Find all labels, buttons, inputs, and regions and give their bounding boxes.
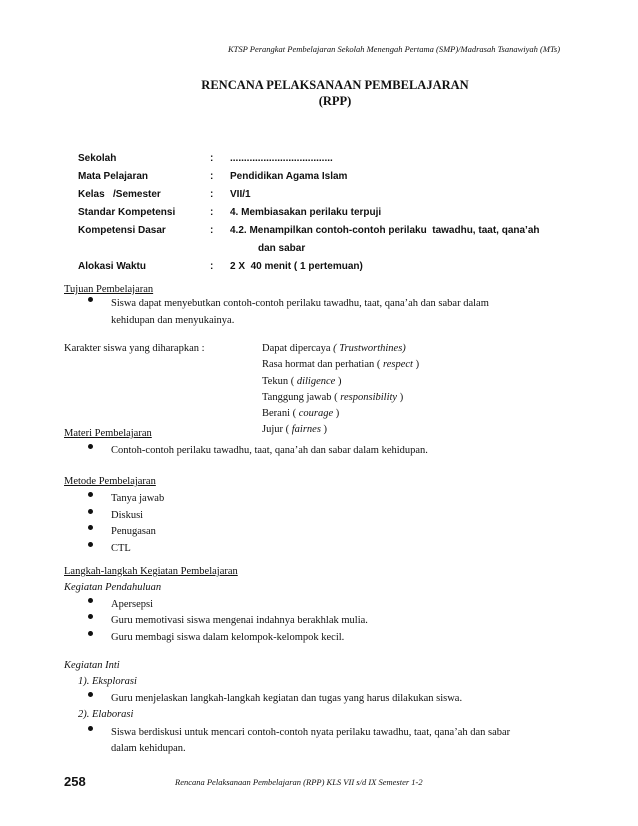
- pendahuluan-item: Guru memotivasi siswa mengenai indahnya berakhlak mulia.: [111, 615, 368, 626]
- karakter-tail: ): [397, 392, 404, 403]
- karakter-tail: ): [320, 424, 328, 435]
- metode-heading: Metode Pembelajaran: [64, 476, 156, 487]
- info-key: Mata Pelajaran: [78, 171, 149, 182]
- elaborasi-item-line2: dalam kehidupan.: [111, 743, 186, 754]
- karakter-text: Berani (: [262, 408, 299, 419]
- bullet-icon: [88, 628, 93, 639]
- bullet-icon: [88, 522, 93, 533]
- page-number: 258: [64, 774, 86, 789]
- bullet-icon: [88, 723, 93, 734]
- karakter-item: [262, 376, 341, 387]
- info-colon: :: [210, 153, 214, 164]
- bullet-icon: [88, 294, 93, 305]
- tujuan-item-line2: kehidupan dan menyukainya.: [111, 315, 235, 326]
- pendahuluan-heading: Kegiatan Pendahuluan: [64, 582, 162, 593]
- info-value: .....................................: [230, 153, 333, 164]
- info-key: Standar Kompetensi: [78, 207, 176, 218]
- metode-item: CTL: [111, 543, 131, 554]
- info-row-alokasi: [78, 258, 540, 276]
- info-colon: :: [210, 189, 214, 200]
- metode-item: Tanya jawab: [111, 493, 165, 504]
- info-key: Kelas /Semester: [78, 189, 161, 200]
- eksplorasi-item: Guru menjelaskan langkah-langkah kegiatan dan tugas yang harus dilakukan siswa.: [111, 693, 463, 704]
- karakter-en: fairnes: [291, 424, 321, 435]
- pendahuluan-item: Guru membagi siswa dalam kelompok-kelompok kecil.: [111, 632, 345, 643]
- bullet-icon: [88, 441, 93, 452]
- karakter-en: diligence: [296, 376, 336, 387]
- info-value: 4. Membiasakan perilaku terpuji: [230, 207, 382, 218]
- karakter-en: responsibility: [340, 392, 398, 403]
- bullet-icon: [88, 489, 93, 500]
- langkah-heading: Langkah-langkah Kegiatan Pembelajaran: [64, 566, 238, 577]
- karakter-tail: ): [335, 376, 342, 387]
- karakter-text: Jujur (: [262, 424, 292, 435]
- tujuan-heading: Tujuan Pembelajaran: [64, 284, 154, 295]
- karakter-tail: ): [412, 359, 420, 370]
- karakter-text: Tanggung jawab (: [262, 392, 341, 403]
- info-key: Kompetensi Dasar: [78, 225, 166, 236]
- elaborasi-item-line1: Siswa berdiskusi untuk mencari contoh-contoh nyata perilaku tawadhu, taat, qana’ah dan sabar: [111, 727, 511, 738]
- info-value: Pendidikan Agama Islam: [230, 171, 348, 182]
- karakter-en: ( Trustworthines): [333, 343, 406, 354]
- karakter-text: Tekun (: [262, 376, 297, 387]
- karakter-tail: ): [333, 408, 340, 419]
- bullet-icon: [88, 595, 93, 606]
- karakter-text: Rasa hormat dan perhatian (: [262, 359, 383, 370]
- karakter-item: [262, 343, 406, 354]
- page-subtitle: (RPP): [318, 94, 352, 108]
- karakter-en: respect: [383, 359, 413, 370]
- running-footer: Rencana Pelaksanaan Pembelajaran (RPP) KLS VII s/d IX Semester 1-2: [175, 777, 423, 787]
- karakter-item: [262, 408, 339, 419]
- running-header: KTSP Perangkat Pembelajaran Sekolah Menengah Pertama (SMP)/Madrasah Tsanawiyah (MTs): [227, 44, 561, 54]
- karakter-en: courage: [298, 408, 334, 419]
- info-value-cont: dan sabar: [258, 243, 306, 254]
- info-value: 4.2. Menampilkan contoh-contoh perilaku tawadhu, taat, qana’ah: [230, 225, 540, 236]
- info-row-kelas: [78, 186, 540, 204]
- inti-heading: Kegiatan Inti: [64, 660, 120, 671]
- pendahuluan-item: Apersepsi: [111, 599, 153, 610]
- tujuan-item-line1: Siswa dapat menyebutkan contoh-contoh perilaku tawadhu, taat, qana’ah dan sabar dalam: [111, 298, 489, 309]
- materi-heading: Materi Pembelajaran: [64, 428, 152, 439]
- info-row-mapel: [78, 168, 540, 186]
- bullet-icon: [88, 506, 93, 517]
- page-title: RENCANA PELAKSANAAN PEMBELAJARAN: [201, 78, 469, 92]
- info-row-sekolah: [78, 150, 540, 168]
- info-row-sk: [78, 204, 540, 222]
- elaborasi-heading: 2). Elaborasi: [78, 709, 134, 720]
- info-value: 2 X 40 menit ( 1 pertemuan): [230, 261, 363, 272]
- eksplorasi-heading: 1). Eksplorasi: [78, 676, 137, 687]
- metode-item: Penugasan: [111, 526, 156, 537]
- info-colon: :: [210, 225, 214, 236]
- info-value-cell: [230, 222, 540, 258]
- bullet-icon: [88, 689, 93, 700]
- karakter-item: [262, 392, 403, 403]
- materi-item: Contoh-contoh perilaku tawadhu, taat, qana’ah dan sabar dalam kehidupan.: [111, 445, 428, 456]
- bullet-icon: [88, 539, 93, 550]
- info-key: Alokasi Waktu: [78, 261, 146, 272]
- info-colon: :: [210, 171, 214, 182]
- metode-item: Diskusi: [111, 510, 144, 521]
- karakter-label: Karakter siswa yang diharapkan :: [64, 343, 205, 354]
- karakter-text: Dapat dipercaya: [262, 343, 334, 354]
- karakter-item: [262, 424, 327, 435]
- karakter-item: [262, 359, 419, 370]
- identity-table: [78, 150, 540, 276]
- info-row-kd: [78, 222, 540, 258]
- info-key: Sekolah: [78, 153, 117, 164]
- bullet-icon: [88, 611, 93, 622]
- info-value: VII/1: [230, 189, 251, 200]
- info-colon: :: [210, 261, 214, 272]
- info-colon: :: [210, 207, 214, 218]
